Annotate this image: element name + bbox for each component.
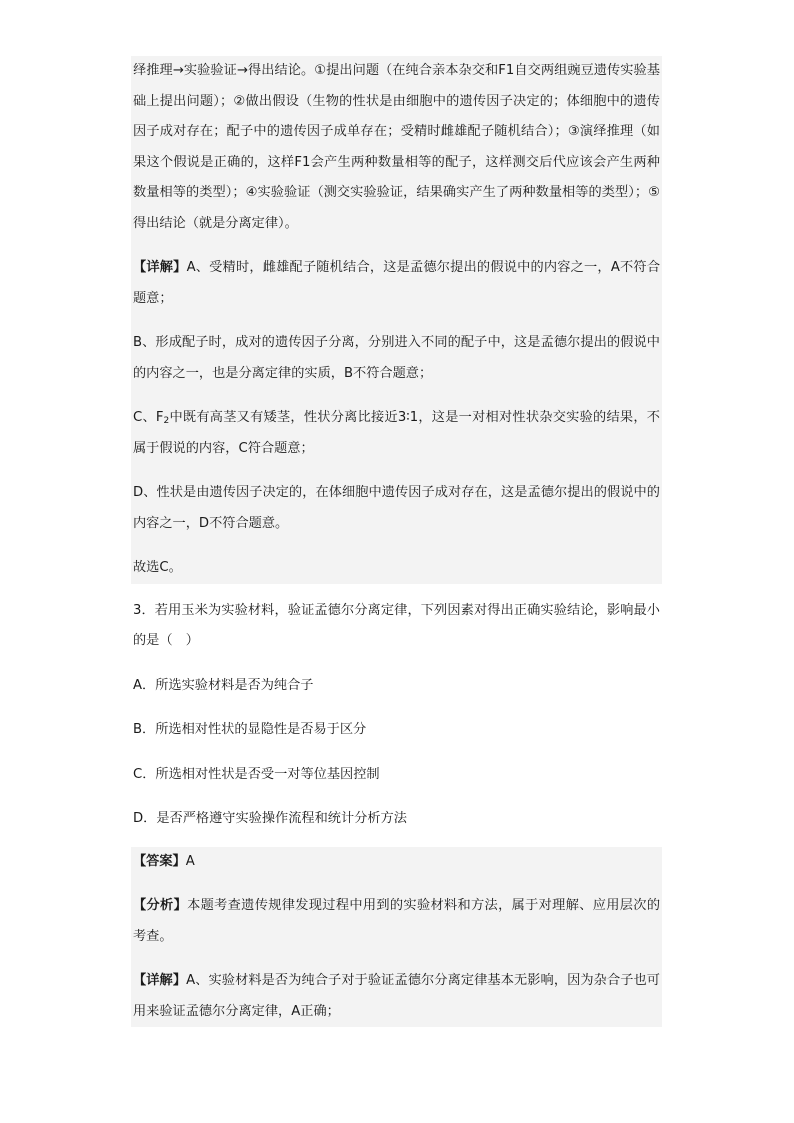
detail-c-text: 中既有高茎又有矮茎，性状分离比接近3∶1，这是一对相对性状杂交实验的结果，不属于假说的内容，C符合题意； xyxy=(133,410,660,456)
detail-c-subscript: 2 xyxy=(163,416,170,426)
question-3 xyxy=(131,596,662,835)
detail-c-prefix: C、F xyxy=(133,410,164,425)
option-a xyxy=(131,671,662,702)
option-b xyxy=(131,715,662,746)
question-stem xyxy=(131,596,662,657)
option-a-text: A．所选实验材料是否为纯合子 xyxy=(133,677,314,693)
detail2-a-paragraph xyxy=(131,966,662,1027)
answer-block xyxy=(131,847,662,1028)
analysis2-text: 本题考查遗传规律发现过程中用到的实验材料和方法，属于对理解、应用层次的考查。 xyxy=(133,898,661,944)
explanation-block xyxy=(131,56,662,584)
answer-tag: 【答案】 xyxy=(133,853,186,869)
detail2-a-text: A、实验材料是否为纯合子对于验证孟德尔分离定律基本无影响，因为杂合子也可用来验证孟德尔分离定律，A正确； xyxy=(133,973,660,1019)
detail-c-paragraph xyxy=(131,403,662,464)
conclusion-paragraph xyxy=(131,553,662,584)
option-c-text: C．所选相对性状是否受一对等位基因控制 xyxy=(133,766,380,782)
detail-b-paragraph xyxy=(131,328,662,389)
detail-d-paragraph xyxy=(131,478,662,539)
question-stem-text: 3．若用玉米为实验材料，验证孟德尔分离定律，下列因素对得出正确实验结论，影响最小的是（ ） xyxy=(133,602,660,648)
document-page xyxy=(131,56,662,1027)
detail-d-text: D、性状是由遗传因子决定的，在体细胞中遗传因子成对存在，这是孟德尔提出的假说中的内容之一，D不符合题意。 xyxy=(133,485,660,531)
detail2-tag: 【详解】 xyxy=(133,973,187,988)
analysis2-paragraph xyxy=(131,891,662,952)
analysis-paragraph xyxy=(131,56,662,239)
option-d xyxy=(131,804,662,835)
detail-a-paragraph xyxy=(131,253,662,314)
conclusion-text: 故选C。 xyxy=(133,560,182,575)
option-c xyxy=(131,760,662,791)
answer-paragraph xyxy=(131,847,662,878)
detail-tag: 【详解】 xyxy=(133,260,187,275)
detail-a-text: A、受精时，雌雄配子随机结合，这是孟德尔提出的假说中的内容之一，A不符合题意； xyxy=(133,260,661,306)
analysis-tag: 【分析】 xyxy=(133,898,188,913)
option-d-text: D．是否严格遵守实验操作流程和统计分析方法 xyxy=(133,811,407,826)
option-b-text: B．所选相对性状的显隐性是否易于区分 xyxy=(133,722,367,737)
answer-value: A xyxy=(185,853,195,869)
detail-b-text: B、形成配子时，成对的遗传因子分离，分别进入不同的配子中，这是孟德尔提出的假说中的内容之一，也是分离定律的实质，B不符合题意； xyxy=(133,335,660,381)
analysis-text: 绎推理→实验验证→得出结论。①提出问题（在纯合亲本杂交和F1自交两组豌豆遗传实验基础上提出问题）；②做出假设（生物的性状是由细胞中的遗传因子决定的；体细胞中的遗传因子成对存在；配子中的遗传因子成单存在；受精时雌雄配子随机结合）；③演绎推理（如果这个假说是正确的，这样F1会产生两种数量相等的配子，这样测交后代应该会产生两种数量相等的类型）；④实验验证（测交实验验证，结果确实产生了两种数量相等的类型）；⑤得出结论（就是分离定律）。 xyxy=(133,63,660,231)
